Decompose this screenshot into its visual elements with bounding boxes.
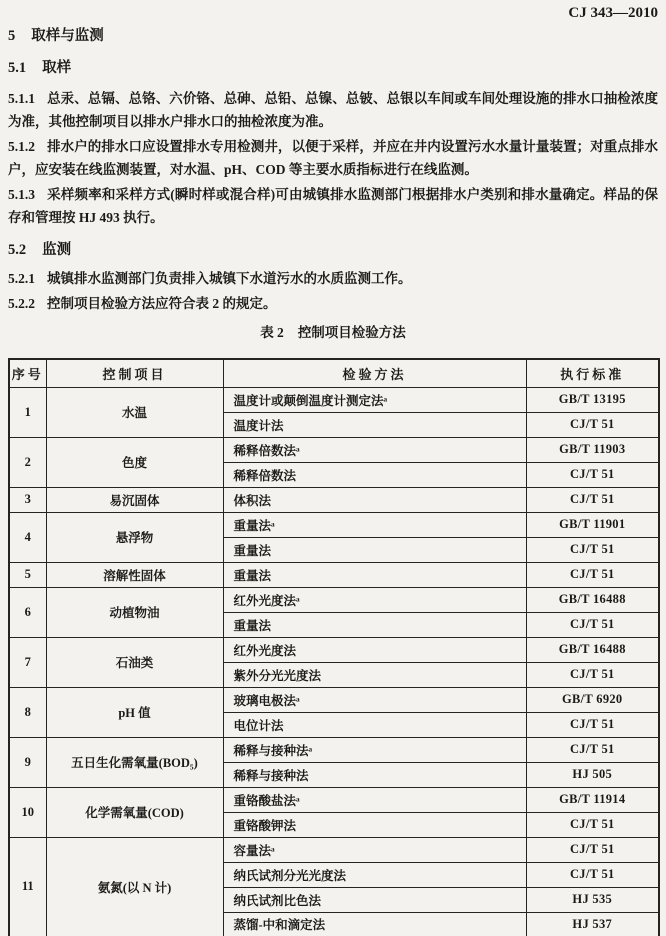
clause-5-2-2-text: 控制项目检验方法应符合表 2 的规定。 — [47, 296, 277, 311]
cell-method: 重铬酸钾法 — [223, 812, 526, 837]
cell-item: 色度 — [46, 437, 223, 487]
table-header-row — [9, 359, 659, 387]
cell-item: 易沉固体 — [46, 487, 223, 512]
clause-5-2-1-text: 城镇排水监测部门负责排入城镇下水道污水的水质监测工作。 — [47, 271, 412, 286]
cell-standard: CJ/T 51 — [526, 487, 659, 512]
table-2-caption-label: 表 2 — [260, 325, 284, 340]
cell-no: 4 — [9, 512, 46, 562]
table-row — [9, 437, 659, 462]
cell-standard: CJ/T 51 — [526, 862, 659, 887]
cell-method: 稀释倍数法ᵃ — [223, 437, 526, 462]
section-5-number: 5 — [8, 28, 16, 44]
section-5-2-title: 监测 — [42, 242, 72, 258]
cell-standard: GB/T 11901 — [526, 512, 659, 537]
table-2-caption-title: 控制项目检验方法 — [297, 325, 406, 340]
cell-standard: GB/T 11903 — [526, 437, 659, 462]
cell-method: 红外光度法 — [223, 637, 526, 662]
cell-standard: CJ/T 51 — [526, 462, 659, 487]
cell-standard: CJ/T 51 — [526, 712, 659, 737]
cell-standard: CJ/T 51 — [526, 612, 659, 637]
cell-standard: HJ 537 — [526, 912, 659, 936]
clause-5-1-1 — [8, 87, 658, 133]
cell-method: 玻璃电极法ᵃ — [223, 687, 526, 712]
cell-method: 紫外分光光度法 — [223, 662, 526, 687]
table-row — [9, 562, 659, 587]
table-row — [9, 512, 659, 537]
cell-method: 体积法 — [223, 487, 526, 512]
cell-method: 容量法ᵃ — [223, 837, 526, 862]
cell-standard: GB/T 16488 — [526, 637, 659, 662]
col-header-method: 检验方法 — [223, 359, 526, 387]
table-row — [9, 737, 659, 762]
section-5-title: 取样与监测 — [31, 28, 104, 44]
cell-standard: CJ/T 51 — [526, 562, 659, 587]
section-5-1-title: 取样 — [42, 60, 72, 76]
cell-no: 6 — [9, 587, 46, 637]
cell-method: 稀释与接种法 — [223, 762, 526, 787]
cell-method: 重量法 — [223, 562, 526, 587]
cell-item: 化学需氧量(COD) — [46, 787, 223, 837]
cell-standard: CJ/T 51 — [526, 737, 659, 762]
cell-standard: GB/T 11914 — [526, 787, 659, 812]
table-row — [9, 687, 659, 712]
cell-standard: GB/T 6920 — [526, 687, 659, 712]
col-header-item: 控制项目 — [46, 359, 223, 387]
clause-5-1-1-number: 5.1.1 — [8, 91, 35, 106]
section-5-1-heading — [8, 59, 658, 77]
cell-method: 纳氏试剂比色法 — [223, 887, 526, 912]
cell-item: 动植物油 — [46, 587, 223, 637]
cell-no: 11 — [9, 837, 46, 936]
cell-no: 3 — [9, 487, 46, 512]
cell-method: 蒸馏-中和滴定法 — [223, 912, 526, 936]
cell-method: 温度计或颠倒温度计测定法ᵃ — [223, 387, 526, 412]
col-header-standard: 执行标准 — [526, 359, 659, 387]
cell-standard: CJ/T 51 — [526, 812, 659, 837]
cell-item: pH 值 — [46, 687, 223, 737]
cell-method: 重量法 — [223, 612, 526, 637]
cell-method: 电位计法 — [223, 712, 526, 737]
table-row — [9, 587, 659, 612]
table-row — [9, 837, 659, 862]
section-5-1-number: 5.1 — [8, 60, 27, 76]
clause-5-1-3 — [8, 183, 658, 229]
cell-standard: CJ/T 51 — [526, 537, 659, 562]
section-5-2-number: 5.2 — [8, 242, 27, 258]
cell-no: 8 — [9, 687, 46, 737]
cell-item: 悬浮物 — [46, 512, 223, 562]
table-row — [9, 637, 659, 662]
clause-5-1-1-text: 总汞、总镉、总铬、六价铬、总砷、总铅、总镍、总铍、总银以车间或车间处理设施的排水口抽检浓度为准，其他控制项目以排水户排水口的抽检浓度为准。 — [8, 91, 658, 129]
cell-standard: GB/T 13195 — [526, 387, 659, 412]
standard-code: CJ 343—2010 — [568, 5, 658, 21]
table-row — [9, 787, 659, 812]
cell-standard: CJ/T 51 — [526, 662, 659, 687]
cell-standard: CJ/T 51 — [526, 412, 659, 437]
cell-standard: CJ/T 51 — [526, 837, 659, 862]
cell-item: 五日生化需氧量(BOD₅) — [46, 737, 223, 787]
cell-no: 7 — [9, 637, 46, 687]
cell-method: 重量法ᵃ — [223, 512, 526, 537]
clause-5-1-2 — [8, 135, 658, 181]
cell-standard: GB/T 16488 — [526, 587, 659, 612]
clause-5-2-2 — [8, 292, 658, 315]
cell-method: 红外光度法ᵃ — [223, 587, 526, 612]
clause-5-2-1-number: 5.2.1 — [8, 271, 35, 286]
section-5-heading — [8, 27, 658, 45]
cell-no: 10 — [9, 787, 46, 837]
cell-item: 石油类 — [46, 637, 223, 687]
inspection-methods-table — [8, 358, 660, 936]
clause-5-1-2-number: 5.1.2 — [8, 139, 35, 154]
clause-5-1-3-text: 采样频率和采样方式(瞬时样或混合样)可由城镇排水监测部门根据排水户类别和排水量确定。样品的保存和管理按 HJ 493 执行。 — [8, 187, 658, 225]
table-row — [9, 487, 659, 512]
cell-no: 1 — [9, 387, 46, 437]
cell-method: 重铬酸盐法ᵃ — [223, 787, 526, 812]
cell-item: 水温 — [46, 387, 223, 437]
cell-item: 溶解性固体 — [46, 562, 223, 587]
cell-standard: HJ 505 — [526, 762, 659, 787]
cell-no: 2 — [9, 437, 46, 487]
cell-method: 稀释与接种法ᵃ — [223, 737, 526, 762]
clause-5-2-2-number: 5.2.2 — [8, 296, 35, 311]
table-2-caption — [8, 324, 658, 342]
col-header-no: 序号 — [9, 359, 46, 387]
cell-method: 稀释倍数法 — [223, 462, 526, 487]
cell-item: 氨氮(以 N 计) — [46, 837, 223, 936]
clause-5-2-1 — [8, 267, 658, 290]
cell-no: 9 — [9, 737, 46, 787]
table-row — [9, 387, 659, 412]
section-5-2-heading — [8, 241, 658, 259]
cell-method: 温度计法 — [223, 412, 526, 437]
cell-method: 重量法 — [223, 537, 526, 562]
cell-method: 纳氏试剂分光光度法 — [223, 862, 526, 887]
clause-5-1-2-text: 排水户的排水口应设置排水专用检测井，以便于采样，并应在井内设置污水水量计量装置；对重点排水户，应安装在线监测装置，对水温、pH、COD 等主要水质指标进行在线监测。 — [8, 139, 658, 177]
cell-no: 5 — [9, 562, 46, 587]
clause-5-1-3-number: 5.1.3 — [8, 187, 35, 202]
cell-standard: HJ 535 — [526, 887, 659, 912]
